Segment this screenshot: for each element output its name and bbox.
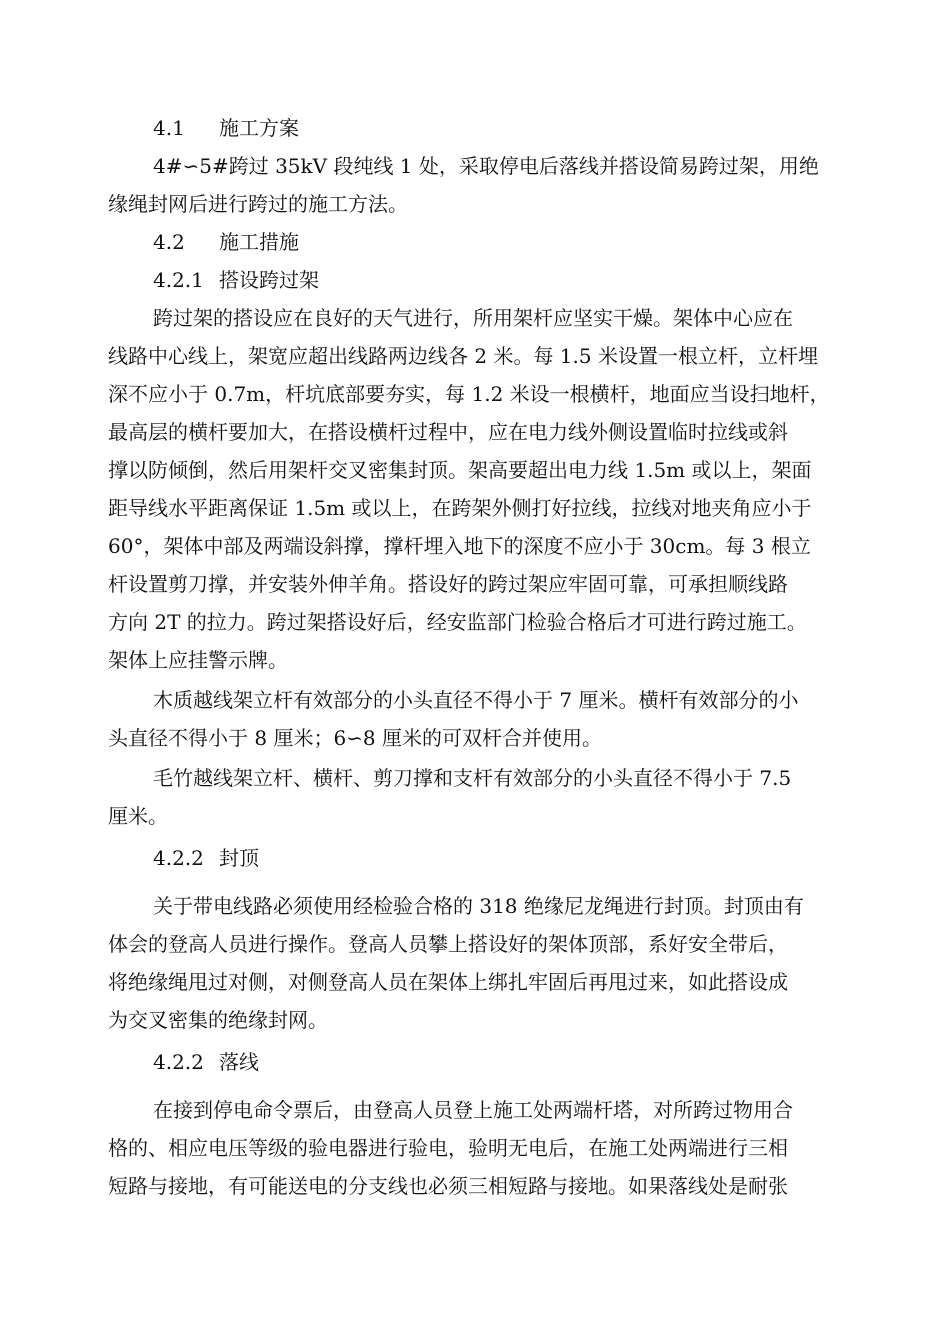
paragraph-line: 杆设置剪刀撑，并安装外伸羊角。搭设好的跨过架应牢固可靠，可承担顺线路 <box>108 572 788 596</box>
paragraph-line: 深不应小于 0.7m，杆坑底部要夯实，每 1.2 米设一根横杆，地面应当设扫地杆， <box>108 382 830 406</box>
paragraph-line: 短路与接地，有可能送电的分支线也必须三相短路与接地。如果落线处是耐张 <box>108 1174 788 1198</box>
section-number: 4.2.1 <box>153 268 204 292</box>
heading-4-2-1 <box>153 266 319 294</box>
paragraph-line: 跨过架的搭设应在良好的天气进行，所用架杆应坚实干燥。架体中心应在 <box>153 306 793 330</box>
paragraph-line: 距导线水平距离保证 1.5m 或以上，在跨架外侧打好拉线，拉线对地夹角应小于 <box>108 496 812 520</box>
section-number: 4.2 <box>153 230 185 254</box>
section-number: 4.2.2 <box>153 846 204 870</box>
paragraph-line: 在接到停电命令票后，由登高人员登上施工处两端杆塔，对所跨过物用合 <box>153 1098 793 1122</box>
section-title: 封顶 <box>219 846 259 870</box>
heading-4-2-2-sealing <box>153 844 259 872</box>
paragraph-line: 木质越线架立杆有效部分的小头直径不得小于 7 厘米。横杆有效部分的小 <box>153 688 799 712</box>
paragraph-line: 4#∽5#跨过 35kV 段纯线 1 处，采取停电后落线并搭设简易跨过架，用绝 <box>153 154 819 178</box>
paragraph-line: 毛竹越线架立杆、横杆、剪刀撑和支杆有效部分的小头直径不得小于 7.5 <box>153 766 792 790</box>
section-title: 落线 <box>219 1050 259 1074</box>
heading-4-2 <box>153 228 299 256</box>
paragraph-line: 线路中心线上，架宽应超出线路两边线各 2 米。每 1.5 米设置一根立杆，立杆埋 <box>108 344 818 368</box>
paragraph-line: 厘米。 <box>108 804 168 828</box>
paragraph-line: 方向 2T 的拉力。跨过架搭设好后，经安监部门检验合格后才可进行跨过施工。 <box>108 610 807 634</box>
paragraph-line: 将绝缘绳甩过对侧，对侧登高人员在架体上绑扎牢固后再甩过来，如此搭设成 <box>108 970 788 994</box>
paragraph-line: 架体上应挂警示牌。 <box>108 648 288 672</box>
section-title: 搭设跨过架 <box>219 268 319 292</box>
paragraph-line: 撑以防倾倒，然后用架杆交叉密集封顶。架高要超出电力线 1.5m 或以上，架面 <box>108 458 812 482</box>
heading-4-1 <box>153 114 299 142</box>
heading-4-2-2-lowering <box>153 1048 259 1076</box>
section-number: 4.1 <box>153 116 185 140</box>
paragraph-line: 缘绳封网后进行跨过的施工方法。 <box>108 192 408 216</box>
paragraph-line: 格的、相应电压等级的验电器进行验电，验明无电后，在施工处两端进行三相 <box>108 1136 788 1160</box>
paragraph-line: 关于带电线路必须使用经检验合格的 318 绝缘尼龙绳进行封顶。封顶由有 <box>153 894 804 918</box>
section-title: 施工方案 <box>219 116 299 140</box>
paragraph-line: 最高层的横杆要加大，在搭设横杆过程中，应在电力线外侧设置临时拉线或斜 <box>108 420 788 444</box>
section-title: 施工措施 <box>219 230 299 254</box>
paragraph-line: 60°，架体中部及两端设斜撑，撑杆埋入地下的深度不应小于 30cm。每 3 根立 <box>108 534 811 558</box>
paragraph-line: 头直径不得小于 8 厘米；6∽8 厘米的可双杆合并使用。 <box>108 726 603 750</box>
paragraph-line: 为交叉密集的绝缘封网。 <box>108 1008 328 1032</box>
section-number: 4.2.2 <box>153 1050 204 1074</box>
paragraph-line: 体会的登高人员进行操作。登高人员攀上搭设好的架体顶部，系好安全带后， <box>108 932 788 956</box>
